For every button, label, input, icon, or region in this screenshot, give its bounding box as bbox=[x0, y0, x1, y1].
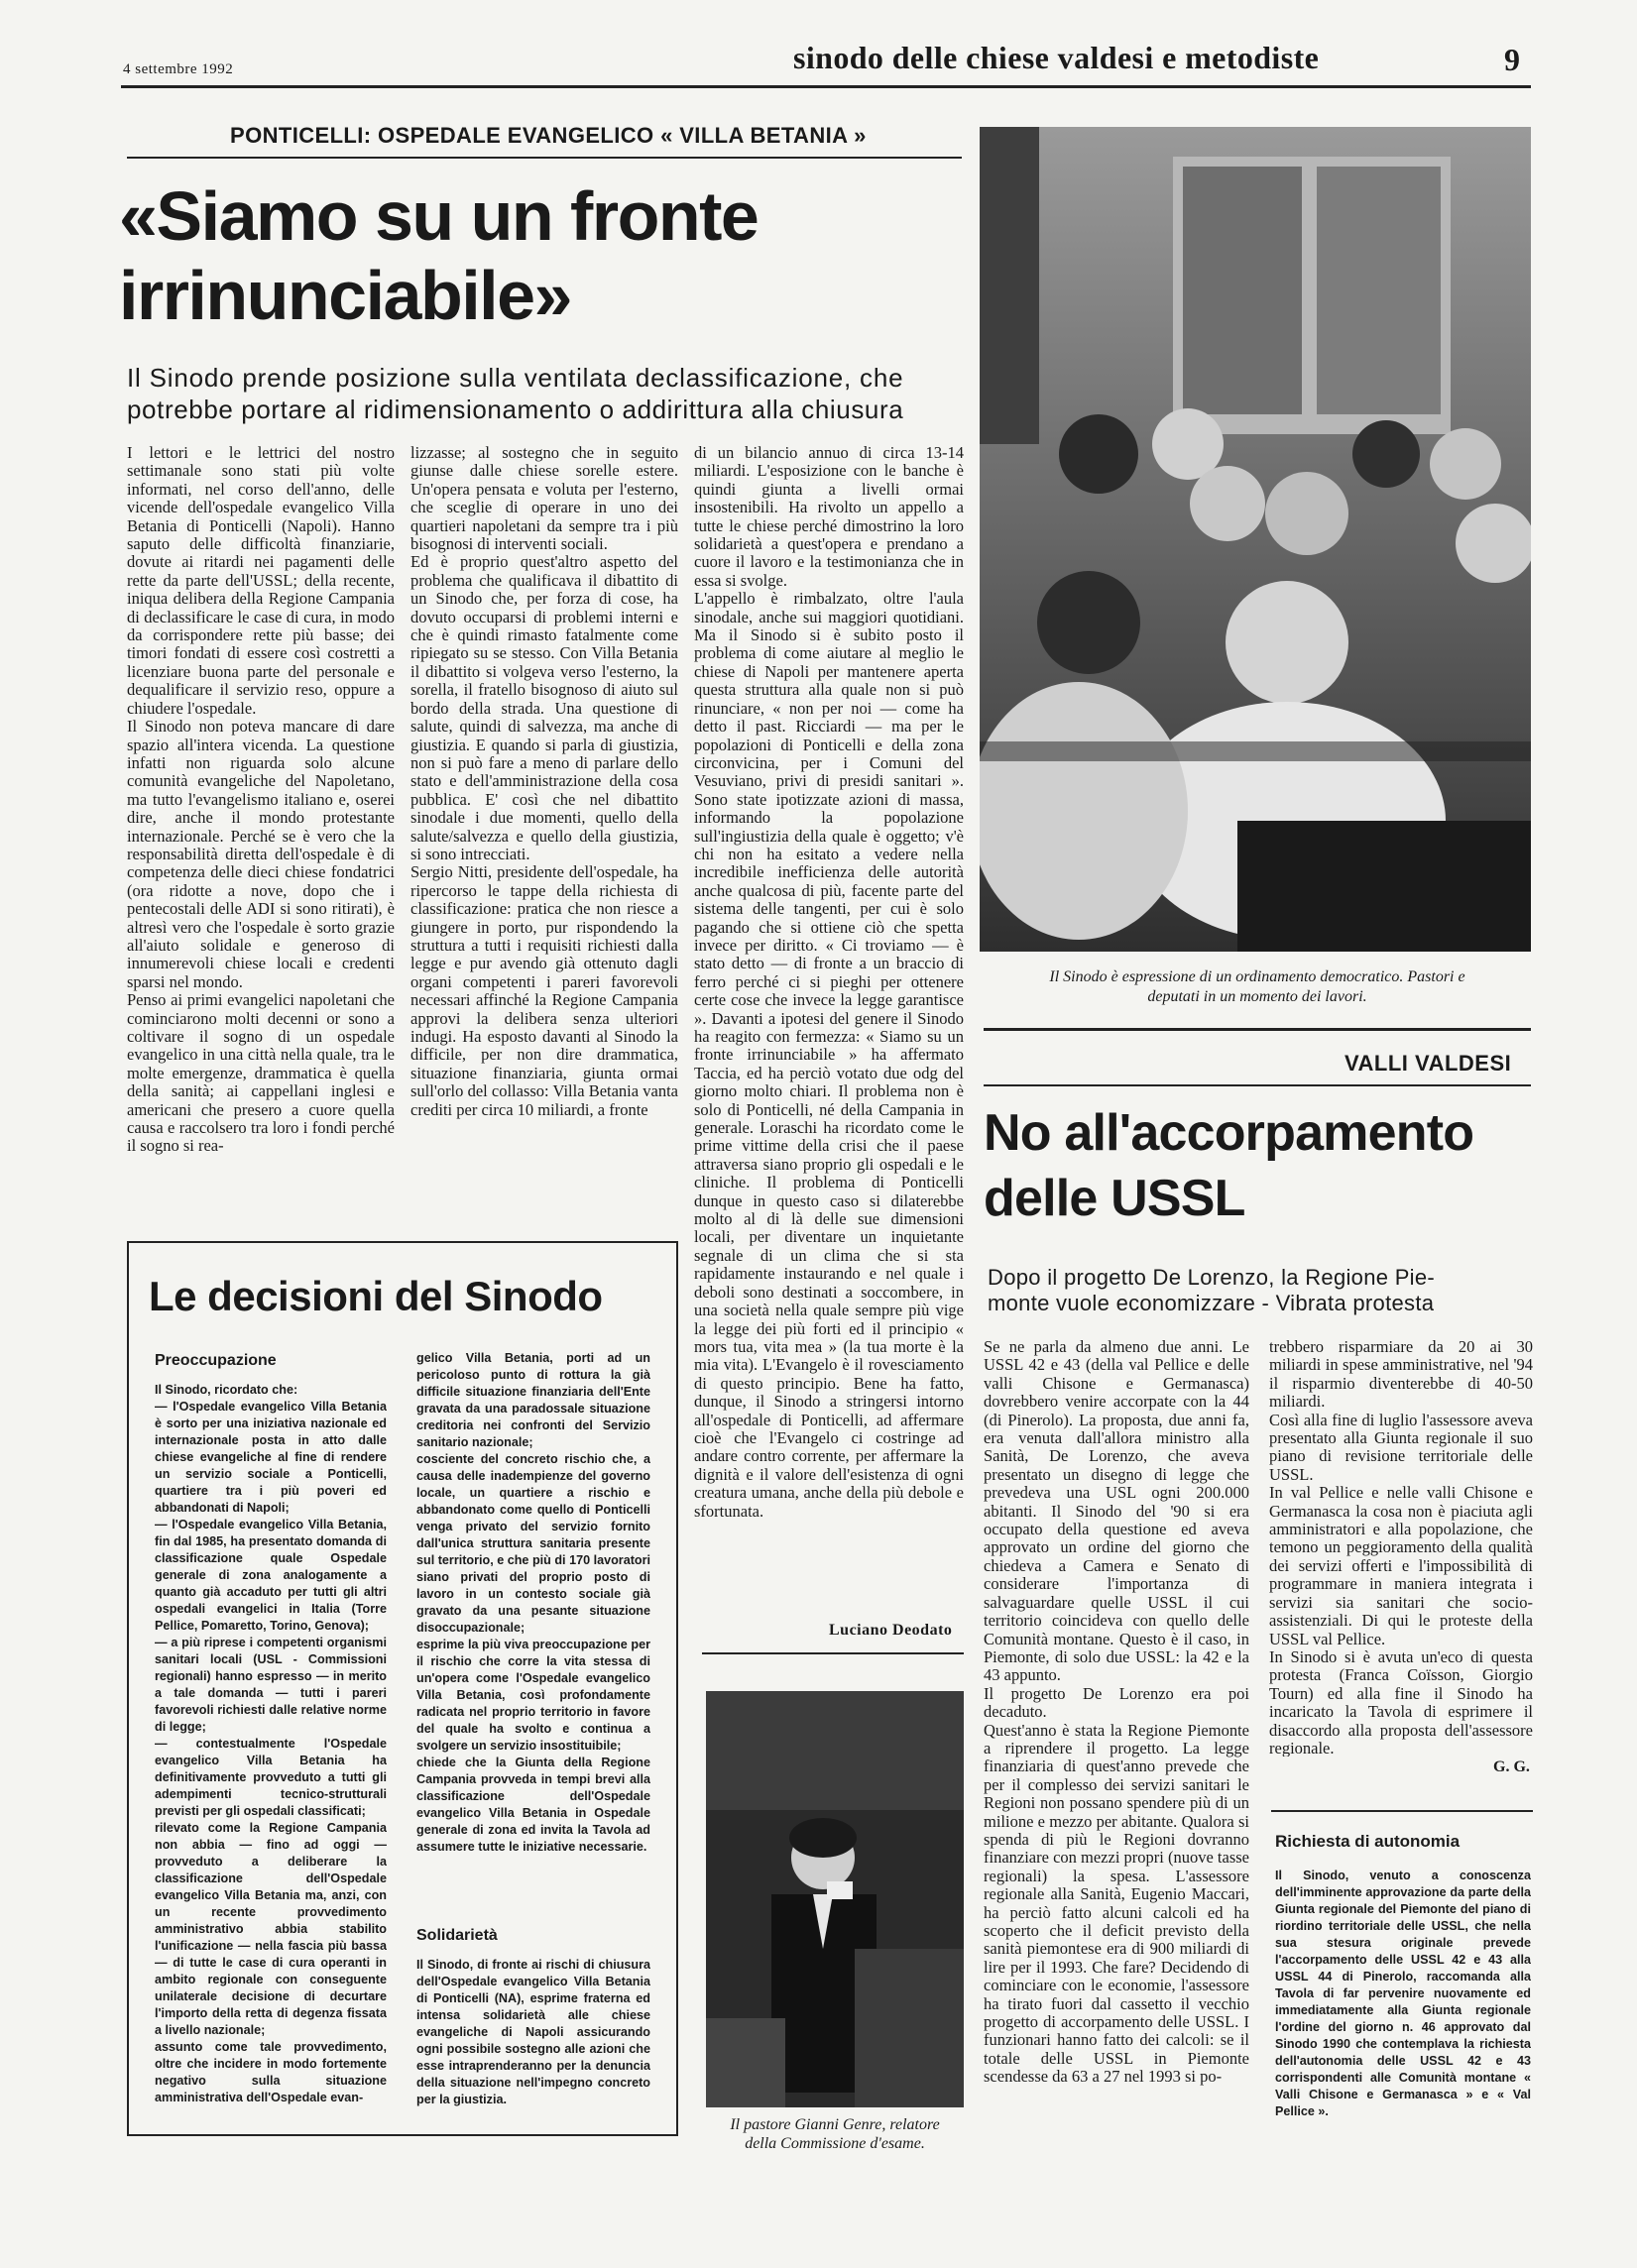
article-headline-line1: «Siamo su un fronte bbox=[119, 177, 759, 255]
article-subhead-line2: potrebbe portare al ridimensionamento o addirittura alla chiusura bbox=[127, 395, 904, 424]
autonomy-box-title: Richiesta di autonomia bbox=[1275, 1832, 1461, 1851]
article-column-3: di un bilancio annuo di circa 13-14 miliardi. L'esposizione con le banche è quindi giunta a livelli ormai insostenibili. Ha rivolto un appello a tutte le chiese perché dimostrino la loro solidarietà a quest'opera e prendano a cuore il lavoro e la testimonianza che in essa si svolge. L'appello è rimbalzato, oltre l'aula sinodale, anche sui maggiori quotidiani. Ma il Sinodo si è subito posto il problema di come aiutare al meglio le chiese di Napoli per mantenere aperta questa struttura alla quale non si può rinunciare, « non per noi — come ha detto il past. Ricciardi — ma per le popolazioni di Ponticelli e della zona circonvicina, per i Comuni del Vesuviano, privi di presidi sanitari ». Sono state ipotizzate azioni di massa, informando la popolazione sull'ingiustizia della quale è oggetto; v'è chi non ha esitato a vedere nella incredibile inefficienza delle autorità anche qualcosa di più, facente parte del sistema delle tangenti, per cui è solo pagando che si ottiene ciò che spetta invece per diritto. « Ci troviamo — è stato detto — di fronte a un braccio di ferro perché ci si pieghi per ottenere certe cose che invece la legge garantisce ». Davanti a ipotesi del genere il Sinodo ha reagito con fermezza: « Siamo su un fronte irrinunciabile » ha affermato Taccia, ed ha perciò votato due odg del giorno molto chiari. Il problema non è solo di Ponticelli, né della Campania in generale. Loraschi ha ricordato come le prime vittime della crisi che il paese attraversa siano proprio gli ospedali e le cliniche. Il problema di Ponticelli dunque in questo caso si dilaterebbe molto al di là delle sue dimensioni locali, per diventare un inquietante segnale di un clima che si sta rapidamente instaurando e nel quale i deboli sono destinati a soccombere, in una società nella quale sempre più vige la legge dei più forti ed il principio « mors tua, vita mea » (la tua morte è la mia vita). L'Evangelo è il rovesciamento di questo principio. Bene ha fatto, dunque, il Sinodo a stringersi intorno all'ospedale di Ponticelli, ad affermare cioè che l'Evangelo ci costringe ad andare contro corrente, per affermare la dignità e il valore dell'esistenza di ogni creatura umana, anche della più debole e sfortunata. bbox=[694, 444, 964, 1521]
decisions-box-title: Le decisioni del Sinodo bbox=[149, 1273, 603, 1319]
decisions-section2-title: Solidarietà bbox=[416, 1927, 498, 1944]
synod-assembly-photo-image bbox=[980, 127, 1531, 952]
photo2-caption-line2: della Commissione d'esame. bbox=[745, 2135, 925, 2152]
decisions-column-1: Il Sinodo, ricordato che: — l'Ospedale evangelico Villa Betania è sorto per una iniziativa nazionale ed internazionale posta in atto dalle chiese evangeliche al fine di rendere un servizio sociale a Ponticelli, quartiere tra i più poveri ed abbandonati di Napoli; — l'Ospedale evangelico Villa Betania, fin dal 1985, ha presentato domanda di classificazione quale Ospedale generale di zona analogamente a quanto già accaduto per tutti gli altri ospedali evangelici in Italia (Torre Pellice, Pomaretto, Torino, Genova); — a più riprese i competenti organismi sanitari locali (USL - Commissioni regionali) hanno espresso — in merito a tale domanda — tutti i pareri favorevoli richiesti dalle relative norme di legge; — contestualmente l'Ospedale evangelico Villa Betania ha definitivamente provveduto a tutti gli adempimenti tecnico-strutturali previsti per gli ospedali classificati; rilevato come la Regione Campania non abbia — fino ad oggi — provveduto a deliberare la classificazione dell'Ospedale evangelico Villa Betania ma, anzi, con un recente provvedimento amministrativo abbia stabilito l'unificazione — nella fascia più bassa — di tutte le case di cura operanti in ambito regionale con conseguente unilaterale decisione di decurtare l'importo della retta di degenza fissata a livello nazionale; assunto come tale provvedimento, oltre che incidere in modo fortemente negativo sulla situazione amministrativa dell'Ospedale evan- bbox=[155, 1383, 387, 2104]
decisions-column-2a: gelico Villa Betania, porti ad un pericoloso punto di rottura la già difficile situazione finanziaria dell'Ente gravata da una paradossale situazione creditoria nei confronti del Servizio sanitario nazionale; cosciente del concreto rischio che, a causa delle inadempienze del governo locale, un quartiere a rischio e abbandonato come quello di Ponticelli venga privato del servizio fornito dall'unica struttura sanitaria presente sul territorio, e che più di 170 lavoratori siano privati del proprio posto di lavoro in un contesto sociale già gravato da una pesante situazione disoccupazionale; esprime la più viva preoccupazione per il rischio che corre la vita stessa di un'opera come l'Ospedale evangelico Villa Betania, così profondamente radicata nel proprio territorio in favore del quale ha svolto e continua a svolgere un servizio insostituibile; chiede che la Giunta della Regione Campania provveda in tempi brevi alla classificazione dell'Ospedale evangelico Villa Betania in Ospedale generale di zona ed invita la Tavola ad assumere tutte le iniziative necessarie. bbox=[416, 1351, 650, 1854]
article2-subhead-line1: Dopo il progetto De Lorenzo, la Regione Pie- bbox=[988, 1265, 1436, 1290]
article2-headline-line2: delle USSL bbox=[984, 1170, 1245, 1227]
article2-headline-line1: No all'accorpamento bbox=[984, 1104, 1474, 1162]
photo1-caption-line2: deputati in un momento dei lavori. bbox=[1147, 988, 1367, 1005]
article-column-1: I lettori e le lettrici del nostro settimanale sono stati più volte informati, nel corso dell'anno, delle vicende dell'ospedale evangelico Villa Betania di Ponticelli (Napoli). Hanno saputo delle difficoltà finanziarie, dovute ai ritardi nei pagamenti delle rette da parte dell'USSL; della recente, iniqua delibera della Regione Campania di declassificare le case di cura, in modo da corrispondere rette più basse; dei timori fondati di essere così costretti a licenziare buona parte del personale e dequalificare il servizio reso, oppure a chiudere l'ospedale. Il Sinodo non poteva mancare di dare spazio all'intera vicenda. La questione infatti non riguarda solo alcune comunità evangeliche del Napoletano, ma tutto l'evangelismo italiano e, oserei dire, anche il mondo protestante internazionale. Perché se è vero che la responsabilità diretta dell'ospedale è di competenza delle dieci chiese fondatrici (ora ridotte a nove, dopo che i pentecostali delle ADI si sono ritirati), è altresì vero che l'ospedale è sorto grazie all'aiuto solidale e generoso di innumerevoli chiese locali e credenti sparsi nel mondo. Penso ai primi evangelici napoletani che cominciarono molti decenni or sono a coltivare il sogno di un ospedale evangelico in una città nella quale, tra le molte emergenze, drammatica è quella della sanità; ai cappellani inglesi e americani che presero a cuore quella causa e raccolsero tra loro i fondi perché il sogno si rea- bbox=[127, 444, 395, 1156]
decisions-box bbox=[127, 1241, 678, 2136]
photo2-caption-line1: Il pastore Gianni Genre, relatore bbox=[730, 2116, 940, 2133]
speaker-photo bbox=[706, 1691, 964, 2107]
article2-column-1: Se ne parla da almeno due anni. Le USSL 42 e 43 (della val Pellice e delle valli Chisone e Germanasca) dovrebbero venire accorpate con la 44 (di Pinerolo). La proposta, due anni fa, era venuta dall'allora ministro alla Sanità, De Lorenzo, che aveva presentato un disegno di legge che prevedeva una USL ogni 200.000 abitanti. Il Sinodo del '90 si era occupato della questione ed aveva approvato un ordine del giorno che chiedeva a Camera e Senato di considerare l'importanza di salvaguardare quelle USSL il cui territorio coincideva con quello delle Comunità montane. Questo è il caso, in Piemonte, di solo due USSL: la 42 e la 43 appunto. Il progetto De Lorenzo era poi decaduto. Quest'anno è stata la Regione Piemonte a riprendere il progetto. La legge finanziaria di quest'anno prevede che per il complesso dei servizi sanitari le Regioni non possano spendere più di un milione e mezzo per abitante. Qualora si spenda di più le Regioni dovranno finanziare con mezzi propri (nuove tasse regionali) la spesa. L'assessore regionale alla Sanità, Eugenio Maccari, ha perciò fatto alcuni calcoli ed ha scoperto che il deficit previsto della sanità piemontese era di 900 miliardi di lire per il 1993. Che fare? Decidendo di cominciare con le economie, l'assessore ha tirato fuori dal cassetto il vecchio progetto di accorpamento delle USSL. I funzionari hanno fatto dei calcoli: se il totale delle USSL in Piemonte scendesse da 63 a 27 nel 1993 si po- bbox=[984, 1338, 1249, 2087]
header-rule bbox=[121, 85, 1531, 88]
article2-author: G. G. bbox=[1493, 1758, 1530, 1775]
article2-kicker: VALLI VALDESI bbox=[1345, 1051, 1512, 1076]
photo1-caption-line1: Il Sinodo è espressione di un ordinamento democratico. Pastori e bbox=[1049, 968, 1465, 985]
page-number: 9 bbox=[1504, 42, 1520, 77]
decisions-column-2b: Il Sinodo, di fronte ai rischi di chiusura dell'Ospedale evangelico Villa Betania di Ponticelli (NA), esprime fraterna ed intensa solidarietà alle chiese evangeliche di Napoli assicurando ogni possibile sostegno alle azioni che esse intraprenderanno per la denuncia della situazione nell'impegno concreto per la giustizia. bbox=[416, 1958, 650, 2106]
article-kicker: PONTICELLI: OSPEDALE EVANGELICO « VILLA BETANIA » bbox=[230, 123, 867, 148]
speaker-photo-image bbox=[706, 1691, 964, 2107]
article-headline-line2: irrinunciabile» bbox=[119, 257, 571, 334]
autonomy-box-text: Il Sinodo, venuto a conoscenza dell'imminente approvazione da parte della Giunta regionale del Piemonte del piano di riordino territoriale delle USSL, che nella sua stesura originale prevede l'accorpamento delle USSL 42 e 43 alla USSL 44 di Pinerolo, raccomanda alla Tavola di far pervenire nuovamente ed immediatamente alla Giunta regionale l'ordine del giorno n. 46 approvato dal Sinodo 1990 che contemplava la richiesta dell'autonomia delle USSL 42 e 43 corrispondenti alle Comunità montane « Valli Chisone e Germanasca » e « Val Pellice ». bbox=[1275, 1869, 1531, 2118]
article2-subhead-line2: monte vuole economizzare - Vibrata protesta bbox=[988, 1291, 1435, 1315]
photo2-top-rule bbox=[702, 1652, 964, 1654]
newspaper-section-title: sinodo delle chiese valdesi e metodiste bbox=[793, 40, 1320, 75]
synod-assembly-photo bbox=[980, 127, 1531, 952]
article-author: Luciano Deodato bbox=[829, 1622, 953, 1639]
page-date: 4 settembre 1992 bbox=[123, 61, 234, 77]
article-column-2: lizzasse; al sostegno che in seguito giunse dalle chiese sorelle estere. Un'opera pensata e voluta per l'esterno, che sceglie di operare in uno dei quartieri napoletani da sempre tra i più bisognosi di interventi sociali. Ed è proprio quest'altro aspetto del problema che qualificava il dibattito di un Sinodo che, per forza di cose, ha dovuto occuparsi di problemi interni e che è quindi rimasto fatalmente come ripiegato su se stesso. Con Villa Betania il dibattito si volgeva verso l'esterno, la sorella, il fratello bisognoso di aiuto sul bordo della strada. Una questione di salute, quindi di salvezza, ma anche di giustizia. E quando si parla di giustizia, non si può fare a meno di parlare dello stato e dell'amministrazione della cosa pubblica. E' così che nel dibattito sinodale i due momenti, quello della salute/salvezza e quello della giustizia, si sono intrecciati. Sergio Nitti, presidente dell'ospedale, ha ripercorso le tappe della richiesta di classificazione: pratica che non riesce a giungere in porto, pur rispondendo la struttura a tutti i requisiti richiesti dalla legge e pur avendo già ottenuto dagli organi competenti i pareri favorevoli necessari affinché la Regione Campania approvi la delibera senza ulteriori indugi. Ha esposto davanti al Sinodo la difficile, per non dire drammatica, situazione finanziaria, giunta ormai sull'orlo del collasso: Villa Betania vanta crediti per circa 10 miliardi, a fronte bbox=[410, 444, 678, 1119]
kicker-rule bbox=[127, 157, 962, 159]
article-subhead-line1: Il Sinodo prende posizione sulla ventilata declassificazione, che bbox=[127, 363, 904, 393]
decisions-section1-title: Preoccupazione bbox=[155, 1352, 277, 1369]
article2-top-rule bbox=[984, 1028, 1531, 1031]
autonomy-box-rule bbox=[1271, 1810, 1533, 1812]
article2-kicker-rule bbox=[984, 1084, 1531, 1086]
article2-column-2: trebbero risparmiare da 20 ai 30 miliardi in spese amministrative, nel '94 il risparmio diventerebbe di 40-50 miliardi. Così alla fine di luglio l'assessore aveva presentato alla Giunta regionale il suo piano di revisione territoriale delle USSL. In val Pellice e nelle valli Chisone e Germanasca la cosa non è piaciuta agli amministratori e alla popolazione, che temono un peggioramento della qualità dei servizi offerti e l'impossibilità di programmare in maniera integrata i servizi sia sanitari che socio-assistenziali. Di qui le proteste della USSL val Pellice. In Sinodo si è avuta un'eco di questa protesta (Franca Coïsson, Giorgio Tourn) ed alla fine il Sinodo ha incaricato la Tavola di esprimere il disaccordo alla proposta dell'assessore regionale. bbox=[1269, 1338, 1533, 1757]
